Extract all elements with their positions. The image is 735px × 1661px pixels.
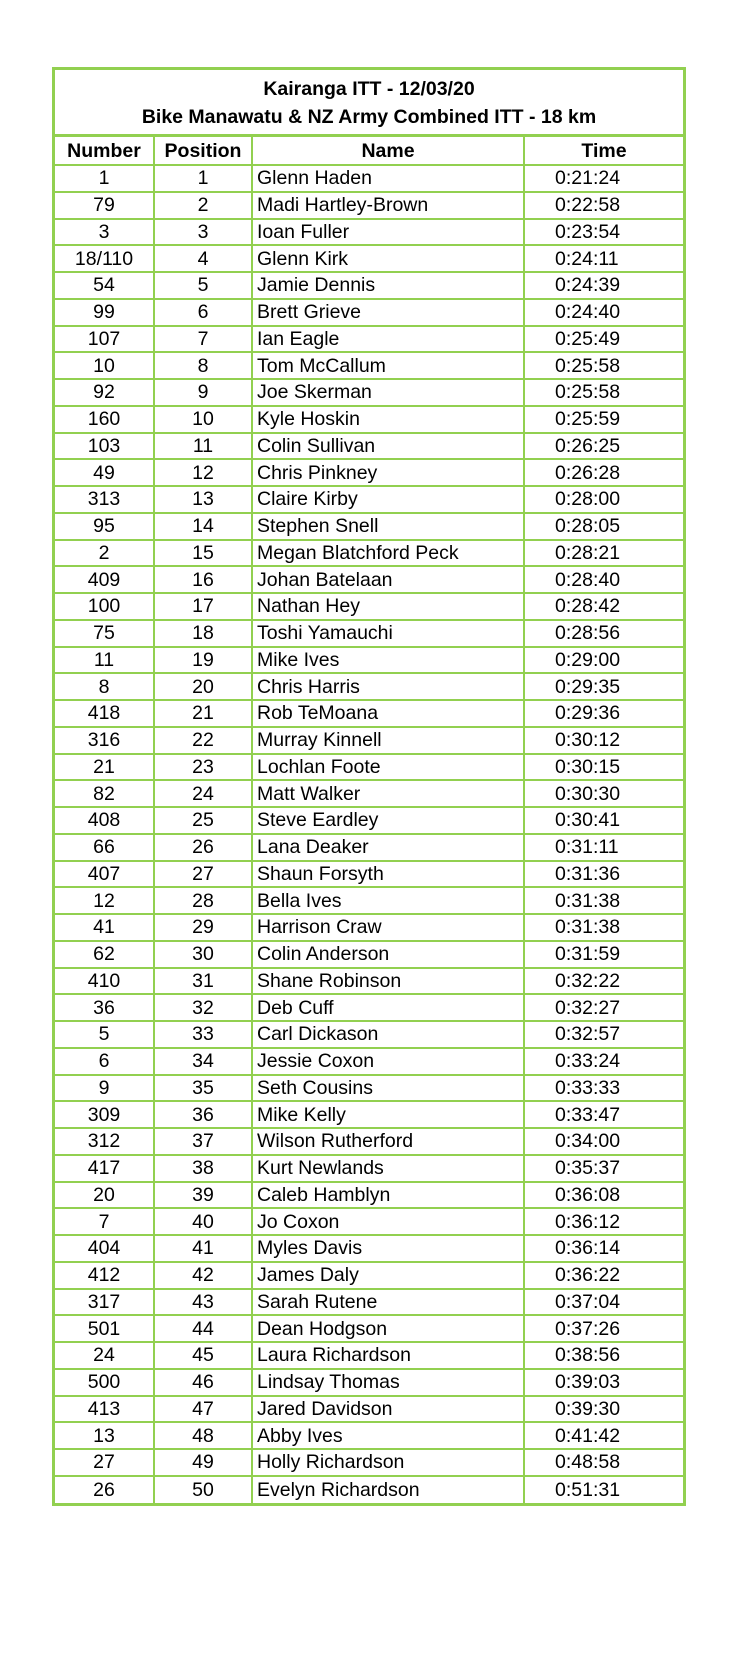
cell-number: 66 xyxy=(55,834,154,861)
cell-number: 1 xyxy=(55,165,154,192)
cell-position: 48 xyxy=(154,1422,252,1449)
cell-name: Holly Richardson xyxy=(252,1449,524,1476)
cell-time: 0:25:58 xyxy=(524,352,683,379)
cell-position: 13 xyxy=(154,486,252,513)
table-row xyxy=(55,1075,683,1102)
cell-number: 12 xyxy=(55,887,154,914)
cell-position: 18 xyxy=(154,620,252,647)
cell-position: 12 xyxy=(154,459,252,486)
cell-position: 19 xyxy=(154,647,252,674)
cell-number: 3 xyxy=(55,219,154,246)
cell-time: 0:24:40 xyxy=(524,299,683,326)
cell-time: 0:21:24 xyxy=(524,165,683,192)
table-row xyxy=(55,566,683,593)
cell-name: Sarah Rutene xyxy=(252,1289,524,1316)
table-row xyxy=(55,486,683,513)
cell-time: 0:28:56 xyxy=(524,620,683,647)
cell-time: 0:31:11 xyxy=(524,834,683,861)
cell-number: 407 xyxy=(55,861,154,888)
cell-time: 0:33:33 xyxy=(524,1075,683,1102)
cell-time: 0:30:30 xyxy=(524,780,683,807)
cell-position: 28 xyxy=(154,887,252,914)
cell-name: Chris Harris xyxy=(252,673,524,700)
cell-name: Madi Hartley-Brown xyxy=(252,192,524,219)
cell-position: 15 xyxy=(154,540,252,567)
cell-position: 14 xyxy=(154,513,252,540)
cell-number: 9 xyxy=(55,1075,154,1102)
cell-time: 0:28:00 xyxy=(524,486,683,513)
cell-number: 410 xyxy=(55,968,154,995)
cell-number: 2 xyxy=(55,540,154,567)
cell-name: Kurt Newlands xyxy=(252,1155,524,1182)
cell-number: 317 xyxy=(55,1289,154,1316)
cell-name: Rob TeMoana xyxy=(252,700,524,727)
table-row xyxy=(55,352,683,379)
cell-position: 39 xyxy=(154,1182,252,1209)
cell-name: Caleb Hamblyn xyxy=(252,1182,524,1209)
header-time: Time xyxy=(524,137,683,165)
table-row xyxy=(55,272,683,299)
cell-time: 0:36:22 xyxy=(524,1262,683,1289)
cell-name: Myles Davis xyxy=(252,1235,524,1262)
table-row xyxy=(55,1208,683,1235)
cell-time: 0:36:14 xyxy=(524,1235,683,1262)
cell-number: 404 xyxy=(55,1235,154,1262)
table-row xyxy=(55,433,683,460)
cell-position: 2 xyxy=(154,192,252,219)
table-row xyxy=(55,326,683,353)
cell-position: 9 xyxy=(154,379,252,406)
cell-name: Toshi Yamauchi xyxy=(252,620,524,647)
cell-name: Colin Sullivan xyxy=(252,433,524,460)
cell-number: 11 xyxy=(55,647,154,674)
table-row xyxy=(55,807,683,834)
cell-time: 0:22:58 xyxy=(524,192,683,219)
cell-number: 312 xyxy=(55,1128,154,1155)
cell-name: Jamie Dennis xyxy=(252,272,524,299)
table-row xyxy=(55,593,683,620)
cell-name: Colin Anderson xyxy=(252,941,524,968)
cell-time: 0:25:59 xyxy=(524,406,683,433)
results-table xyxy=(55,137,683,1503)
table-row xyxy=(55,780,683,807)
cell-name: Jessie Coxon xyxy=(252,1048,524,1075)
cell-time: 0:39:30 xyxy=(524,1396,683,1423)
table-row xyxy=(55,647,683,674)
cell-position: 42 xyxy=(154,1262,252,1289)
cell-number: 413 xyxy=(55,1396,154,1423)
table-row xyxy=(55,1182,683,1209)
header-row xyxy=(55,137,683,165)
table-row xyxy=(55,1262,683,1289)
cell-position: 5 xyxy=(154,272,252,299)
cell-position: 16 xyxy=(154,566,252,593)
table-row xyxy=(55,1101,683,1128)
cell-position: 36 xyxy=(154,1101,252,1128)
cell-name: Shaun Forsyth xyxy=(252,861,524,888)
cell-position: 31 xyxy=(154,968,252,995)
cell-number: 24 xyxy=(55,1342,154,1369)
cell-number: 160 xyxy=(55,406,154,433)
cell-position: 46 xyxy=(154,1369,252,1396)
cell-position: 21 xyxy=(154,700,252,727)
cell-name: Johan Batelaan xyxy=(252,566,524,593)
cell-time: 0:26:25 xyxy=(524,433,683,460)
cell-number: 5 xyxy=(55,1021,154,1048)
cell-time: 0:24:11 xyxy=(524,245,683,272)
cell-name: Lochlan Foote xyxy=(252,754,524,781)
table-row xyxy=(55,540,683,567)
cell-name: Evelyn Richardson xyxy=(252,1476,524,1503)
cell-time: 0:32:27 xyxy=(524,994,683,1021)
table-row xyxy=(55,754,683,781)
cell-position: 29 xyxy=(154,914,252,941)
cell-number: 26 xyxy=(55,1476,154,1503)
cell-position: 17 xyxy=(154,593,252,620)
cell-name: Mike Kelly xyxy=(252,1101,524,1128)
table-row xyxy=(55,379,683,406)
cell-number: 408 xyxy=(55,807,154,834)
cell-name: Deb Cuff xyxy=(252,994,524,1021)
table-row xyxy=(55,727,683,754)
cell-time: 0:31:38 xyxy=(524,914,683,941)
table-row xyxy=(55,165,683,192)
cell-number: 501 xyxy=(55,1315,154,1342)
cell-name: Glenn Kirk xyxy=(252,245,524,272)
cell-number: 107 xyxy=(55,326,154,353)
cell-number: 21 xyxy=(55,754,154,781)
cell-time: 0:31:38 xyxy=(524,887,683,914)
table-row xyxy=(55,1315,683,1342)
cell-name: Mike Ives xyxy=(252,647,524,674)
cell-number: 6 xyxy=(55,1048,154,1075)
cell-number: 54 xyxy=(55,272,154,299)
cell-number: 417 xyxy=(55,1155,154,1182)
cell-time: 0:48:58 xyxy=(524,1449,683,1476)
table-row xyxy=(55,1449,683,1476)
cell-name: Carl Dickason xyxy=(252,1021,524,1048)
table-row xyxy=(55,1128,683,1155)
cell-number: 409 xyxy=(55,566,154,593)
table-row xyxy=(55,219,683,246)
cell-name: Tom McCallum xyxy=(252,352,524,379)
cell-name: Chris Pinkney xyxy=(252,459,524,486)
cell-position: 4 xyxy=(154,245,252,272)
cell-name: Joe Skerman xyxy=(252,379,524,406)
cell-position: 38 xyxy=(154,1155,252,1182)
cell-name: Lindsay Thomas xyxy=(252,1369,524,1396)
title-block xyxy=(55,70,683,137)
cell-number: 82 xyxy=(55,780,154,807)
cell-position: 44 xyxy=(154,1315,252,1342)
event-subtitle: Bike Manawatu & NZ Army Combined ITT - 18 km xyxy=(141,106,597,128)
cell-number: 309 xyxy=(55,1101,154,1128)
cell-position: 34 xyxy=(154,1048,252,1075)
cell-number: 49 xyxy=(55,459,154,486)
cell-position: 47 xyxy=(154,1396,252,1423)
cell-number: 412 xyxy=(55,1262,154,1289)
cell-position: 30 xyxy=(154,941,252,968)
cell-position: 23 xyxy=(154,754,252,781)
cell-name: Matt Walker xyxy=(252,780,524,807)
table-row xyxy=(55,914,683,941)
table-row xyxy=(55,1369,683,1396)
cell-time: 0:34:00 xyxy=(524,1128,683,1155)
table-row xyxy=(55,245,683,272)
cell-position: 6 xyxy=(154,299,252,326)
table-row xyxy=(55,834,683,861)
cell-name: Stephen Snell xyxy=(252,513,524,540)
cell-position: 32 xyxy=(154,994,252,1021)
cell-name: Jared Davidson xyxy=(252,1396,524,1423)
cell-time: 0:36:08 xyxy=(524,1182,683,1209)
cell-time: 0:30:12 xyxy=(524,727,683,754)
cell-position: 7 xyxy=(154,326,252,353)
cell-number: 316 xyxy=(55,727,154,754)
cell-time: 0:33:24 xyxy=(524,1048,683,1075)
header-name: Name xyxy=(252,137,524,165)
cell-time: 0:25:49 xyxy=(524,326,683,353)
cell-number: 7 xyxy=(55,1208,154,1235)
cell-time: 0:38:56 xyxy=(524,1342,683,1369)
cell-position: 3 xyxy=(154,219,252,246)
cell-time: 0:29:35 xyxy=(524,673,683,700)
table-row xyxy=(55,1289,683,1316)
cell-name: Kyle Hoskin xyxy=(252,406,524,433)
table-row xyxy=(55,861,683,888)
table-row xyxy=(55,192,683,219)
cell-time: 0:28:21 xyxy=(524,540,683,567)
cell-time: 0:35:37 xyxy=(524,1155,683,1182)
table-row xyxy=(55,299,683,326)
cell-time: 0:36:12 xyxy=(524,1208,683,1235)
cell-position: 45 xyxy=(154,1342,252,1369)
cell-number: 103 xyxy=(55,433,154,460)
cell-name: Laura Richardson xyxy=(252,1342,524,1369)
cell-name: James Daly xyxy=(252,1262,524,1289)
cell-time: 0:29:36 xyxy=(524,700,683,727)
cell-position: 27 xyxy=(154,861,252,888)
table-row xyxy=(55,1235,683,1262)
cell-number: 41 xyxy=(55,914,154,941)
cell-number: 18/110 xyxy=(55,245,154,272)
table-row xyxy=(55,1476,683,1503)
cell-number: 95 xyxy=(55,513,154,540)
table-row xyxy=(55,1021,683,1048)
cell-time: 0:31:59 xyxy=(524,941,683,968)
cell-number: 79 xyxy=(55,192,154,219)
cell-number: 100 xyxy=(55,593,154,620)
cell-number: 92 xyxy=(55,379,154,406)
cell-position: 49 xyxy=(154,1449,252,1476)
cell-number: 500 xyxy=(55,1369,154,1396)
cell-time: 0:39:03 xyxy=(524,1369,683,1396)
cell-name: Shane Robinson xyxy=(252,968,524,995)
cell-name: Brett Grieve xyxy=(252,299,524,326)
header-position: Position xyxy=(154,137,252,165)
cell-time: 0:30:15 xyxy=(524,754,683,781)
cell-time: 0:51:31 xyxy=(524,1476,683,1503)
cell-position: 22 xyxy=(154,727,252,754)
cell-time: 0:24:39 xyxy=(524,272,683,299)
table-row xyxy=(55,968,683,995)
cell-position: 50 xyxy=(154,1476,252,1503)
cell-number: 75 xyxy=(55,620,154,647)
cell-position: 43 xyxy=(154,1289,252,1316)
cell-number: 62 xyxy=(55,941,154,968)
cell-time: 0:25:58 xyxy=(524,379,683,406)
cell-position: 10 xyxy=(154,406,252,433)
header-number: Number xyxy=(55,137,154,165)
cell-position: 20 xyxy=(154,673,252,700)
cell-time: 0:41:42 xyxy=(524,1422,683,1449)
table-row xyxy=(55,700,683,727)
table-row xyxy=(55,941,683,968)
cell-name: Nathan Hey xyxy=(252,593,524,620)
table-row xyxy=(55,1048,683,1075)
table-row xyxy=(55,459,683,486)
table-row xyxy=(55,994,683,1021)
cell-position: 33 xyxy=(154,1021,252,1048)
cell-time: 0:28:40 xyxy=(524,566,683,593)
cell-position: 35 xyxy=(154,1075,252,1102)
table-row xyxy=(55,1342,683,1369)
cell-position: 8 xyxy=(154,352,252,379)
cell-name: Abby Ives xyxy=(252,1422,524,1449)
cell-time: 0:26:28 xyxy=(524,459,683,486)
cell-number: 36 xyxy=(55,994,154,1021)
cell-time: 0:32:22 xyxy=(524,968,683,995)
cell-number: 418 xyxy=(55,700,154,727)
cell-time: 0:32:57 xyxy=(524,1021,683,1048)
cell-time: 0:31:36 xyxy=(524,861,683,888)
cell-name: Dean Hodgson xyxy=(252,1315,524,1342)
cell-name: Glenn Haden xyxy=(252,165,524,192)
cell-name: Lana Deaker xyxy=(252,834,524,861)
cell-time: 0:28:05 xyxy=(524,513,683,540)
table-row xyxy=(55,887,683,914)
cell-number: 20 xyxy=(55,1182,154,1209)
cell-time: 0:33:47 xyxy=(524,1101,683,1128)
cell-name: Bella Ives xyxy=(252,887,524,914)
table-row xyxy=(55,1396,683,1423)
cell-name: Wilson Rutherford xyxy=(252,1128,524,1155)
cell-number: 13 xyxy=(55,1422,154,1449)
cell-position: 1 xyxy=(154,165,252,192)
cell-time: 0:30:41 xyxy=(524,807,683,834)
cell-number: 27 xyxy=(55,1449,154,1476)
cell-time: 0:37:04 xyxy=(524,1289,683,1316)
table-row xyxy=(55,1155,683,1182)
cell-name: Ioan Fuller xyxy=(252,219,524,246)
table-row xyxy=(55,673,683,700)
cell-position: 26 xyxy=(154,834,252,861)
cell-position: 37 xyxy=(154,1128,252,1155)
cell-number: 99 xyxy=(55,299,154,326)
table-row xyxy=(55,620,683,647)
cell-name: Murray Kinnell xyxy=(252,727,524,754)
cell-name: Jo Coxon xyxy=(252,1208,524,1235)
table-row xyxy=(55,406,683,433)
table-row xyxy=(55,1422,683,1449)
cell-position: 40 xyxy=(154,1208,252,1235)
cell-position: 11 xyxy=(154,433,252,460)
cell-name: Harrison Craw xyxy=(252,914,524,941)
cell-name: Seth Cousins xyxy=(252,1075,524,1102)
cell-name: Claire Kirby xyxy=(252,486,524,513)
cell-name: Steve Eardley xyxy=(252,807,524,834)
cell-name: Megan Blatchford Peck xyxy=(252,540,524,567)
cell-position: 24 xyxy=(154,780,252,807)
cell-time: 0:37:26 xyxy=(524,1315,683,1342)
cell-time: 0:29:00 xyxy=(524,647,683,674)
cell-time: 0:28:42 xyxy=(524,593,683,620)
cell-time: 0:23:54 xyxy=(524,219,683,246)
cell-number: 313 xyxy=(55,486,154,513)
cell-number: 10 xyxy=(55,352,154,379)
cell-position: 41 xyxy=(154,1235,252,1262)
event-title: Kairanga ITT - 12/03/20 xyxy=(263,78,475,100)
cell-name: Ian Eagle xyxy=(252,326,524,353)
cell-position: 25 xyxy=(154,807,252,834)
cell-number: 8 xyxy=(55,673,154,700)
results-sheet xyxy=(52,67,686,1506)
table-row xyxy=(55,513,683,540)
